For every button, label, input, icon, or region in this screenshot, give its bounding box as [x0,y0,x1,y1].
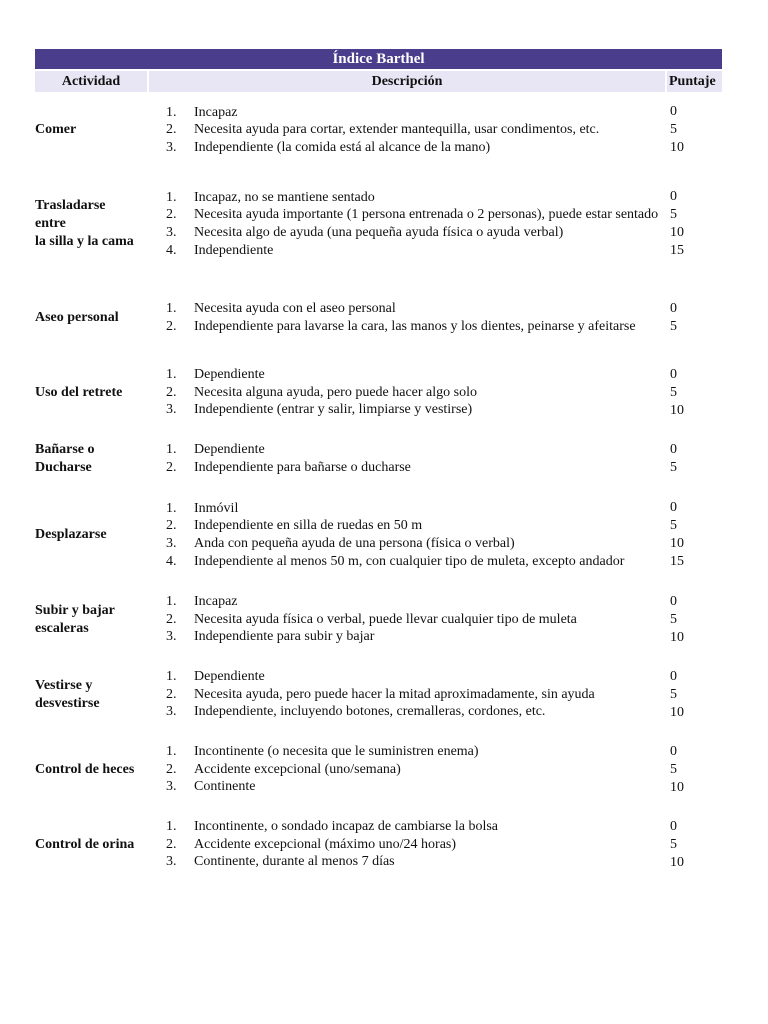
score-value: 5 [670,611,677,627]
header-actividad: Actividad [35,71,147,92]
score-value: 0 [670,366,677,382]
list-item-text: Continente [194,779,256,795]
score-list [670,188,684,260]
list-item-text: Independiente para lavarse la cara, las manos y los dientes, peinarse y afeitarse [194,318,636,334]
list-item-text: Anda con pequeña ayuda de una persona (física o verbal) [194,536,515,551]
list-item-number: 4. [166,553,177,569]
list-item-text: Incapaz [194,594,238,610]
activity-text: Desplazarse [35,527,107,542]
description-list [166,593,577,646]
description-cell [166,168,666,280]
list-item [166,743,479,761]
activity-label [35,732,153,807]
list-item-number: 1. [166,300,177,316]
list-item [166,242,658,260]
table-row [35,657,735,732]
score-list [670,593,684,647]
list-item [166,139,599,157]
list-item [166,853,498,871]
score-value: 5 [670,686,677,702]
list-item-text: Accidente excepcional (uno/semana) [194,761,401,777]
list-item-number: 1. [166,819,177,835]
score-list [670,441,677,477]
list-item-number: 3. [166,854,177,870]
activity-label [35,657,153,732]
list-item-text: Dependiente [194,669,265,685]
list-item-number: 2. [166,318,177,334]
list-item-text: Accidente excepcional (máximo uno/24 horas) [194,836,457,852]
list-item-number: 1. [166,669,177,685]
score-cell [670,582,710,657]
score-value: 5 [670,460,677,475]
list-item-text: Incontinente, o sondado incapaz de cambiarse la bolsa [194,819,498,835]
description-list [166,668,595,721]
score-value: 0 [670,668,677,684]
list-item-number: 3. [166,536,177,551]
score-cell [670,92,710,168]
description-cell [166,430,666,488]
list-item-number: 2. [166,761,177,777]
score-value: 5 [670,518,677,533]
table-row [35,430,735,488]
score-value: 10 [670,536,684,551]
list-item [166,224,658,242]
score-value: 15 [670,554,684,569]
activity-label [35,92,153,168]
table-row [35,168,735,280]
list-item-number: 2. [166,836,177,852]
list-item [166,401,477,419]
description-list [166,104,599,157]
activity-label [35,807,153,882]
list-item-text: Incapaz, no se mantiene sentado [194,189,375,205]
table-title: Índice Barthel [35,49,722,69]
score-cell [670,732,710,807]
score-cell [670,168,710,280]
table-row [35,732,735,807]
score-value: 5 [670,122,677,137]
activity-label [35,582,153,657]
table-row [35,582,735,657]
list-item [166,668,595,686]
score-cell [670,488,710,582]
list-item-text: Necesita alguna ayuda, pero puede hacer algo solo [194,384,477,400]
description-cell [166,280,666,355]
table-row [35,488,735,582]
score-list [670,818,684,872]
header-descripcion: Descripción [149,71,665,92]
list-item-number: 1. [166,442,177,458]
list-item [166,300,636,318]
score-list [670,366,684,420]
list-item [166,318,636,336]
table-row [35,92,735,168]
score-value: 0 [670,593,677,609]
activity-label [35,430,153,488]
list-item-text: Necesita algo de ayuda (una pequeña ayuda física o ayuda verbal) [194,225,564,240]
description-list [166,500,624,570]
list-item-text: Independiente, incluyendo botones, cremalleras, cordones, etc. [194,704,546,720]
score-value: 0 [670,189,677,204]
list-item-text: Necesita ayuda, pero puede hacer la mitad aproximadamente, sin ayuda [194,686,595,702]
list-item-text: Inmóvil [194,500,239,516]
score-value: 10 [670,779,684,795]
list-item [166,593,577,611]
description-cell [166,355,666,430]
list-item-number: 2. [166,207,177,223]
list-item-number: 3. [166,139,177,155]
list-item-text: Independiente (la comida está al alcance de la mano) [194,139,491,155]
list-item-number: 2. [166,611,177,627]
description-cell [166,488,666,582]
description-list [166,300,636,335]
description-list [166,366,477,419]
list-item-number: 3. [166,704,177,720]
list-item-number: 3. [166,629,177,645]
score-value: 0 [670,104,677,119]
activity-label [35,488,153,582]
list-item-text: Independiente (entrar y salir, limpiarse y vestirse) [194,402,473,418]
list-item [166,441,411,459]
description-cell [166,657,666,732]
list-item [166,459,411,477]
list-item-text: Necesita ayuda para cortar, extender mantequilla, usar condimentos, etc. [194,122,600,138]
list-item-number: 2. [166,686,177,702]
list-item-number: 4. [166,242,177,258]
list-item-text: Independiente al menos 50 m, con cualquier tipo de muleta, excepto andador [194,553,625,569]
score-value: 5 [670,384,677,400]
activity-text: Trasladarse entre la silla y la cama [35,198,134,249]
list-item [166,836,498,854]
list-item-number: 3. [166,402,177,418]
list-item-number: 2. [166,384,177,400]
list-item-number: 1. [166,594,177,610]
description-cell [166,807,666,882]
list-item-number: 1. [166,104,177,120]
list-item [166,628,577,646]
description-list [166,189,658,259]
list-item [166,553,624,571]
list-item-number: 1. [166,367,177,383]
list-item-number: 1. [166,744,177,760]
activity-label [35,168,153,280]
list-item-number: 1. [166,500,177,516]
list-item-number: 2. [166,518,177,534]
list-item-number: 2. [166,460,177,475]
activity-text: Uso del retrete [35,384,123,400]
list-item [166,206,658,224]
score-value: 10 [670,854,684,870]
list-item [166,366,477,384]
list-item-text: Incontinente (o necesita que le suministren enema) [194,744,479,760]
score-value: 0 [670,300,677,316]
list-item-number: 3. [166,779,177,795]
list-item-number: 2. [166,122,177,138]
list-item-text: Independiente para subir y bajar [194,629,375,645]
list-item-text: Independiente en silla de ruedas en 50 m [194,518,423,534]
activity-text: Control de orina [35,836,135,852]
header-puntaje: Puntaje [667,71,722,92]
score-value: 0 [670,442,677,457]
list-item [166,818,498,836]
description-cell [166,582,666,657]
list-item-text: Dependiente [194,367,265,383]
list-item [166,121,599,139]
table-row [35,355,735,430]
table-row [35,280,735,355]
list-item [166,104,599,122]
list-item-text: Continente, durante al menos 7 días [194,854,395,870]
score-value: 15 [670,243,684,258]
list-item [166,384,477,402]
list-item [166,703,595,721]
description-list [166,441,411,476]
activity-text: Bañarse o Ducharse [35,442,95,475]
score-value: 10 [670,629,684,645]
list-item [166,686,595,704]
activity-text: Vestirse y desvestirse [35,677,100,711]
list-item [166,778,479,796]
score-list [670,499,684,571]
score-cell [670,280,710,355]
activity-text: Subir y bajar escaleras [35,602,115,636]
score-value: 0 [670,500,677,515]
score-list [670,743,684,797]
list-item-text: Necesita ayuda con el aseo personal [194,300,396,316]
description-list [166,743,479,796]
score-value: 10 [670,402,684,418]
list-item [166,517,624,535]
activity-text: Comer [35,122,77,137]
score-value: 5 [670,318,677,334]
score-value: 5 [670,836,677,852]
score-cell [670,657,710,732]
list-item-text: Independiente para bañarse o ducharse [194,460,411,475]
description-list [166,818,498,871]
activity-label [35,280,153,355]
list-item [166,761,479,779]
list-item-text: Incapaz [194,104,238,120]
list-item-number: 3. [166,225,177,240]
score-cell [670,430,710,488]
score-value: 10 [670,225,684,240]
score-value: 0 [670,818,677,834]
activity-text: Control de heces [35,761,135,777]
score-value: 5 [670,207,677,222]
score-cell [670,807,710,882]
score-list [670,668,684,722]
activity-text: Aseo personal [35,309,119,325]
list-item-number: 1. [166,189,177,205]
list-item [166,611,577,629]
description-cell [166,92,666,168]
score-value: 10 [670,140,684,155]
list-item-text: Independiente [194,242,274,258]
score-value: 10 [670,704,684,720]
activity-label [35,355,153,430]
score-value: 0 [670,743,677,759]
list-item [166,500,624,518]
score-cell [670,355,710,430]
list-item [166,535,624,553]
score-list [670,103,684,157]
list-item [166,189,658,207]
list-item-text: Dependiente [194,442,265,458]
description-cell [166,732,666,807]
list-item-text: Necesita ayuda importante (1 persona entrenada o 2 personas), puede estar sentado [194,207,659,223]
score-value: 5 [670,761,677,777]
list-item-text: Necesita ayuda física o verbal, puede llevar cualquier tipo de muleta [194,611,577,627]
score-list [670,300,677,336]
table-row [35,807,735,882]
